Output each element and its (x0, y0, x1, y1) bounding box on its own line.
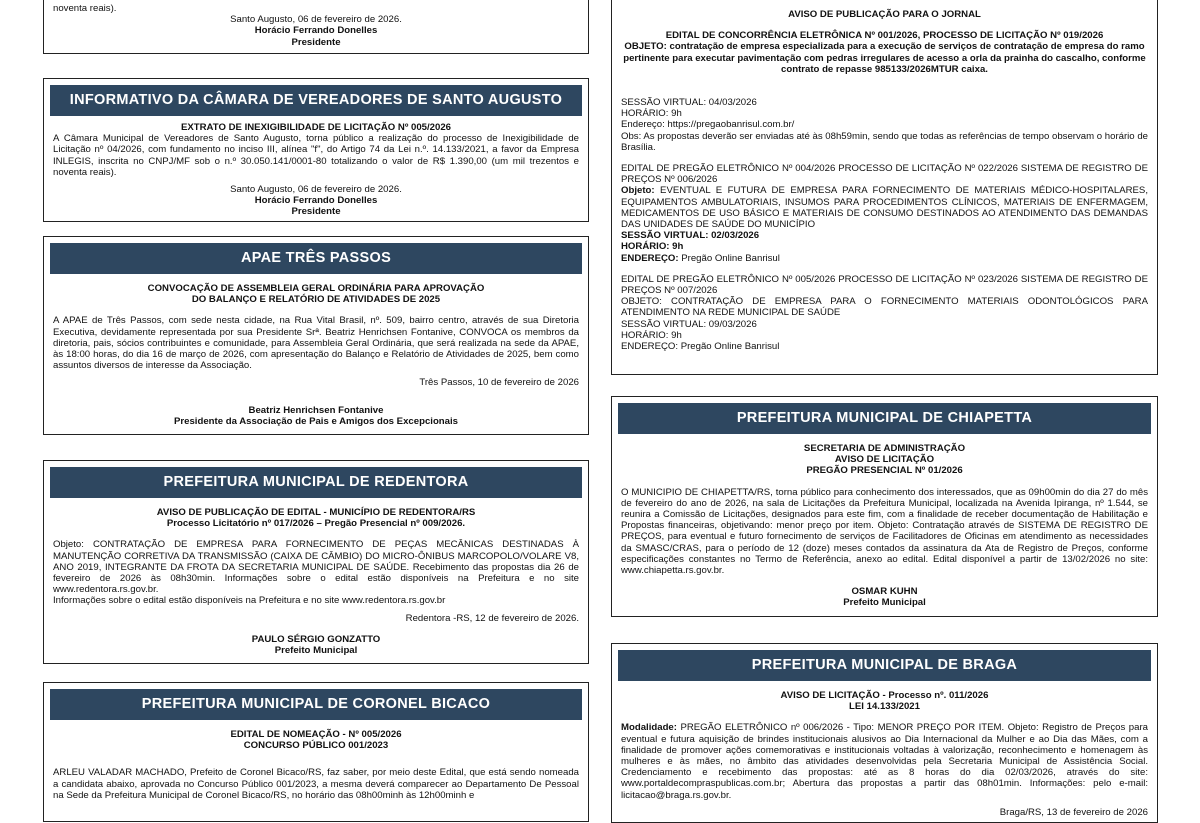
signer-role: Presidente (291, 36, 341, 48)
section-header: APAE TRÊS PASSOS (50, 243, 582, 274)
notice-text: PREGÃO ELETRÔNICO nº 006/2026 - Tipo: MENOR PREÇO POR ITEM. Objeto: Registro de Preços para eventual e futura aquisição de brindes institucionais alusivos ao Dia Internacional da Mulher e ao Dia das Mães, com a finalidade de promover ações comemorativas e institucionais voltadas à valorização, reconhecimento e homenagem às mulheres e às mães, no âmbito das atividades desenvolvidas pela Secretaria Municipal de Assistência Social. Credenciamento e recebimento das propostas: até as 8 horas do dia 02/03/2026, através do site: www.portaldecompraspublicas.com.br; Abertura das propostas a partir das 08h01min. Informações: pelo e-mail: licitacao@braga.rs.gov.br. (621, 722, 1148, 801)
modalidade-label: Modalidade: (621, 722, 677, 734)
notice-chiapetta (611, 396, 1158, 617)
pregao-004-objeto: EVENTUAL E FUTURA DE EMPRESA PARA FORNECIMENTO DE MATERIAIS MÉDICO-HOSPITALARES, EQUIPAMENTOS AMBULATORIAIS, INSUMOS PARA PROCEDIMENTOS CLÍNICOS, MATERIAIS DE ENFERMAGEM, MEDICAMENTOS DE USO BÁSICO E MATERIAIS DE CONSUMO DESTINADOS AO ATENDIMENTO DAS DEMANDAS DAS UNIDADES DE SAÚDE DO MUNICÍPIO (621, 185, 1148, 231)
section-header: INFORMATIVO DA CÂMARA DE VEREADORES DE SANTO AUGUSTO (50, 85, 582, 116)
notice-subtitle: AVISO DE LICITAÇÃO (834, 454, 935, 466)
section-header: PREFEITURA MUNICIPAL DE REDENTORA (50, 467, 582, 498)
signer-name: Horácio Ferrando Donelles (254, 25, 378, 37)
notice-subtitle: DO BALANÇO E RELATÓRIO DE ATIVIDADES DE 2025 (191, 294, 441, 306)
pregao-005-endereco: ENDEREÇO: Pregão Online Banrisul (621, 341, 780, 353)
sessao-virtual: SESSÃO VIRTUAL: 04/03/2026 (621, 97, 757, 109)
place-date: Três Passos, 10 de fevereiro de 2026 (419, 377, 579, 389)
notice-subtitle-2: PREGÃO PRESENCIAL Nº 01/2026 (806, 465, 963, 477)
notice-braga (611, 643, 1158, 823)
signer-name: OSMAR KUHN (851, 586, 918, 598)
notice-subtitle: Processo Licitatório nº 017/2026 – Pregão Presencial nº 009/2026. (166, 518, 466, 530)
signer-name: PAULO SÉRGIO GONZATTO (251, 633, 381, 645)
section-header: PREFEITURA MUNICIPAL DE BRAGA (618, 650, 1151, 681)
notice-text: noventa reais). (53, 3, 117, 14)
place-date: Santo Augusto, 06 de fevereiro de 2026. (230, 184, 402, 196)
section-header: PREFEITURA MUNICIPAL DE CHIAPETTA (618, 403, 1151, 434)
notice-text: A APAE de Três Passos, com sede nesta cidade, na Rua Vital Brasil, nº. 509, bairro centro, através de sua Diretoria Executiva, devidamente representada por sua Presidente Srª. Beatriz Henrichsen Fontanive, CONVOCA os membros da diretoria, pais, sócios contribuintes e comunidade, para Assembleia Geral Ordinária, que será realizada na sede da APAE, às 18:00 horas, do dia 16 de março de 2026, com apresentação do Balanço e Relatório de Atividades de 2025, bem como assuntos diversos de interesse da Associação. (53, 315, 579, 372)
objeto-label: Objeto: (621, 185, 655, 197)
notice-aviso-jornal (611, 0, 1158, 375)
signer-name: Horácio Ferrando Donelles (254, 195, 378, 207)
notice-coronel-bicaco (43, 682, 589, 822)
endereco-label: ENDEREÇO: (621, 252, 679, 264)
notice-santo-augusto-fragment (43, 0, 589, 54)
notice-title: AVISO DE LICITAÇÃO - Processo nº. 011/2026 (780, 690, 989, 701)
signer-role: Presidente (291, 206, 341, 218)
place-date: Redentora -RS, 12 de fevereiro de 2026. (405, 612, 579, 624)
pregao-005-sessao: SESSÃO VIRTUAL: 09/03/2026 (621, 318, 757, 330)
place-date: Santo Augusto, 06 de fevereiro de 2026. (230, 14, 402, 26)
notice-title: EDITAL DE NOMEAÇÃO - Nº 005/2026 (230, 729, 402, 740)
pregao-004-horario: HORÁRIO: 9h (621, 241, 684, 253)
notice-apae-tres-passos (43, 236, 589, 435)
notice-redentora (43, 460, 589, 664)
notice-title: CONVOCAÇÃO DE ASSEMBLEIA GERAL ORDINÁRIA PARA APROVAÇÃO (147, 283, 485, 294)
notice-text: ARLEU VALADAR MACHADO, Prefeito de Coronel Bicaco/RS, faz saber, por meio deste Edital, que está sendo nomeada a candidata abaixo, aprovada no Concurso Público 001/2023, a mesma deverá comparecer ao Departamento De Pessoal na Sede da Prefeitura Municipal de Coronel Bicaco/RS, no horário das 08h00minh às 12h00minh e (53, 767, 579, 801)
endereco: Endereço: https://pregaobanrisul.com.br/ (621, 119, 795, 131)
pregao-004-sessao: SESSÃO VIRTUAL: 02/03/2026 (621, 230, 760, 242)
notice-text-info: Informações sobre o edital estão disponíveis na Prefeitura e no site www.redentora.rs.gov.br (53, 595, 446, 607)
notice-camara-santo-augusto (43, 78, 589, 222)
pregao-005-objeto: OBJETO: CONTRATAÇÃO DE EMPRESA PARA O FORNECIMENTO MATERIAIS ODONTOLÓGICOS PARA ATENDIMENTO NA REDE MUNICIPAL DE SAÚDE (621, 296, 1148, 319)
signer-role: Prefeito Municipal (843, 597, 926, 609)
place-date: Braga/RS, 13 de fevereiro de 2026 (999, 806, 1148, 818)
edital-title: EDITAL DE CONCORRÊNCIA ELETRÔNICA Nº 001/2026, PROCESSO DE LICITAÇÃO Nº 019/2026 (665, 30, 1104, 42)
pregao-004-endereco: Pregão Online Banrisul (678, 252, 780, 264)
notice-subtitle: CONCURSO PÚBLICO 001/2023 (243, 740, 389, 752)
notice-title: AVISO DE PUBLICAÇÃO DE EDITAL - MUNICÍPIO DE REDENTORA/RS (156, 507, 476, 518)
notice-text: A Câmara Municipal de Vereadores de Santo Augusto, torna público a realização do processo de Inexigibilidade de Licitação nº 04/2026, com fundamento no inciso III, alínea "f", do Artigo 74 da Lei n.º. 14.133/2021, a favor da Empresa INLEGIS, inscrita no CNPJ/MF sob o n.º 30.050.141/0001-80 totalizando o valor de R$ 1.390,00 (um mil trezentos e noventa reais). (53, 133, 579, 178)
signer-role: Presidente da Associação de Pais e Amigos dos Excepcionais (173, 415, 459, 427)
pregao-005-heading: EDITAL DE PREGÃO ELETRÔNICO Nº 005/2026 PROCESSO DE LICITAÇÃO Nº 023/2026 SISTEMA DE REGISTRO DE PREÇOS Nº 007/2026 (621, 273, 1148, 297)
observacao: Obs: As propostas deverão ser enviadas até às 08h59min, sendo que todas as referências de tempo observam o horário de Brasília. (621, 130, 1148, 153)
notice-subtitle: LEI 14.133/2021 (849, 701, 920, 713)
signer-role: Prefeito Municipal (274, 645, 358, 657)
notice-text: Objeto: CONTRATAÇÃO DE EMPRESA PARA FORNECIMENTO DE PEÇAS MECÂNICAS DESTINADAS À MANUTENÇÃO CORRETIVA DA TRANSMISSÃO (CAIXA DE CÂMBIO) DO MICRO-ÔNIBUS MARCOPOLO/VOLARE V8, ANO 2019, INTEGRANTE DA FROTA DA SECRETARIA MUNICIPAL DE SAÚDE. Recebimento das propostas dia 26 de fevereiro de 2026 às 08h30min. Informações sobre o edital estão disponíveis na Prefeitura e no site www.redentora.rs.gov.br. (53, 539, 579, 596)
section-header: PREFEITURA MUNICIPAL DE CORONEL BICACO (50, 689, 582, 720)
notice-title: AVISO DE PUBLICAÇÃO PARA O JORNAL (788, 9, 981, 20)
signer-name: Beatriz Henrichsen Fontanive (248, 404, 384, 416)
pregao-005-horario: HORÁRIO: 9h (621, 329, 682, 341)
edital-objeto: OBJETO: contratação de empresa especializada para a execução de serviços de contratação de empresa do ramo pertinente para executar pavimentação com pedras irregulares de acesso a orla da prainha do cascalho, conforme contrato de repasse 985133/2026MTUR caixa. (623, 41, 1146, 75)
notice-title: SECRETARIA DE ADMINISTRAÇÃO (803, 443, 966, 454)
notice-title: EXTRATO DE INEXIGIBILIDADE DE LICITAÇÃO Nº 005/2026 (180, 122, 452, 133)
pregao-004-heading: EDITAL DE PREGÃO ELETRÔNICO Nº 004/2026 PROCESSO DE LICITAÇÃO Nº 022/2026 SISTEMA DE REGISTRO DE PREÇOS Nº 006/2026 (621, 163, 1148, 186)
horario: HORÁRIO: 9h (621, 108, 682, 120)
notice-text: O MUNICIPIO DE CHIAPETTA/RS, torna público para conhecimento dos interessados, que as 09h00min do dia 27 do mês de fevereiro do ano de 2026, na sala de Licitações da Prefeitura Municipal, localizada na Avenida Ipiranga, nº 1.544, se reunira a Comissão de Licitações, designados para este fim, com a finalidade de receber documentação de Habilitação e Propostas financeiras, objetivando: menor preço por item. Objeto: Contratação através de SISTEMA DE REGISTRO DE PREÇOS, para eventual e futuro fornecimento de serviços de Facilitadores de Oficinas em atendimento as necessidades da SMASC/CRAS, para o período de 12 (doze) meses contados da assinatura da Ata de Registro de Preços, conforme especificações constantes no Termo de Referência, anexo ao edital. Edital disponível a partir de 13/02/2026 no site: www.chiapetta.rs.gov.br. (621, 486, 1148, 577)
